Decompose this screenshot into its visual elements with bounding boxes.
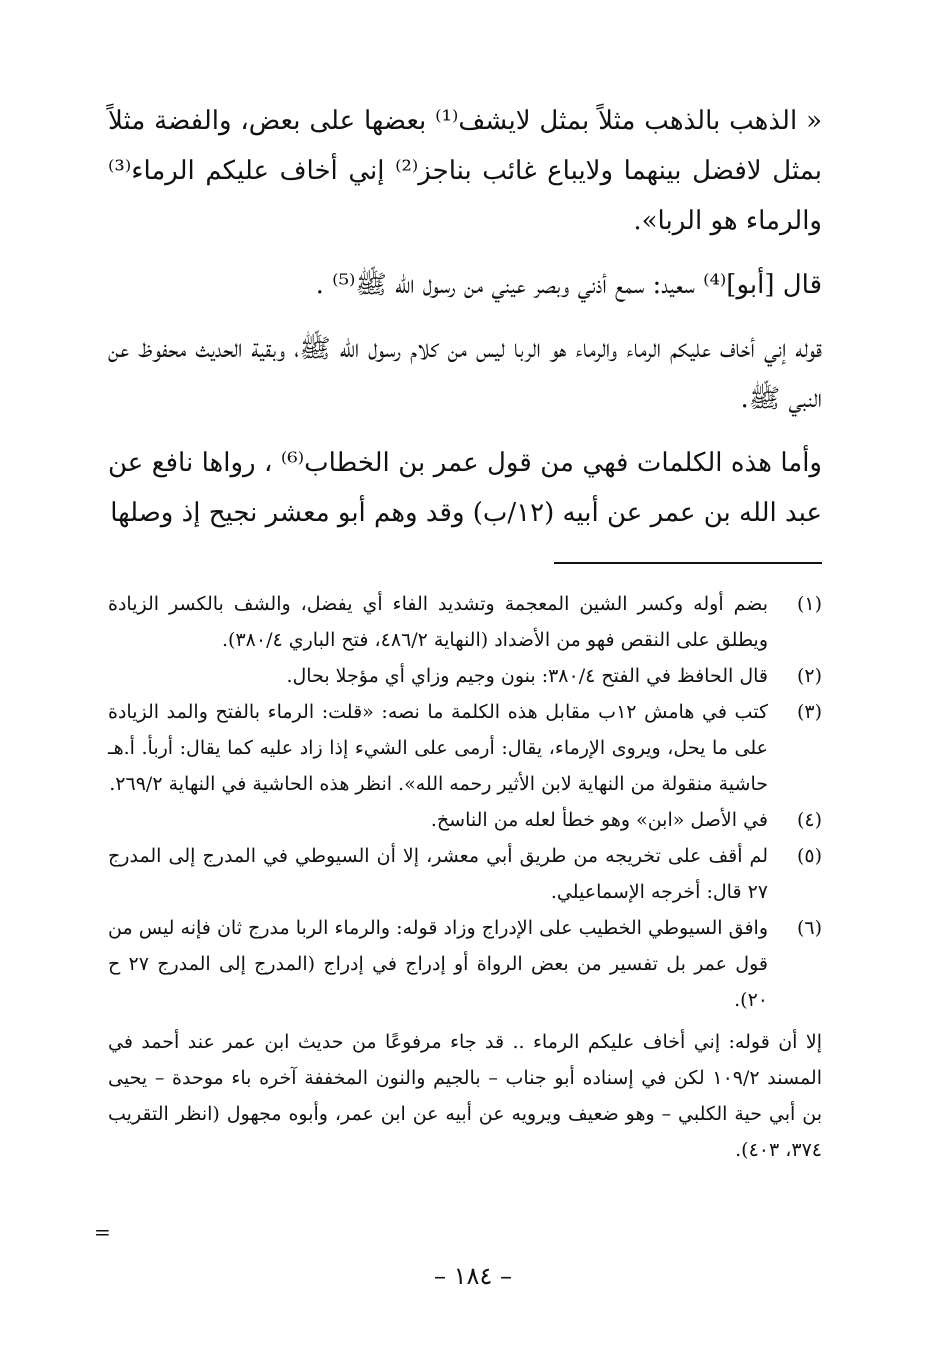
body-paragraph-2: قال [أبو]⁽⁴⁾ سعيد: سمع أذني وبصر عيني من رسول الله ﷺ⁽⁵⁾ . xyxy=(315,270,822,300)
footnote-text: قال الحافظ في الفتح ٣٨٠/٤: بنون وجيم وزاي أي مؤجلا بحال. xyxy=(286,665,768,687)
footnote-3 xyxy=(108,694,822,802)
footnote-5 xyxy=(108,838,822,910)
footnote-number: (٤) xyxy=(796,809,822,831)
footnote-number: (٥) xyxy=(796,845,822,867)
footnote-number: (٣) xyxy=(796,701,822,723)
body-paragraph-1: « الذهب بالذهب مثلاً بمثل لايشف⁽¹⁾ بعضها على بعض، والفضة مثلاً بمثل لافضل بينهما ولايباع غائب بناجز⁽²⁾ إني أخاف عليكم الرماء⁽³⁾ والرماء هو الربا». xyxy=(108,106,822,236)
footnote-number: (٢) xyxy=(796,665,822,687)
footnote-rule xyxy=(554,562,822,564)
page-number: – ١٨٤ – xyxy=(434,1262,512,1290)
footnote-4 xyxy=(108,802,822,838)
footnote-text: كتب في هامش ١٢ب مقابل هذه الكلمة ما نصه: «قلت: الرماء بالفتح والمد الزيادة على ما يحل، ويروى الإرماء، يقال: أرمى على الشيء إذا زاد عليه كما يقال: أربأ. أ.هـ حاشية منقولة من النهاية لابن الأثير رحمه الله». انظر هذه الحاشية في النهاية ٢٦٩/٢. xyxy=(108,701,768,795)
page-content xyxy=(108,96,822,1168)
continuation-mark: = xyxy=(94,1220,111,1244)
body-paragraph-4: وأما هذه الكلمات فهي من قول عمر بن الخطاب⁽⁶⁾ ، رواها نافع عن عبد الله بن عمر عن أبيه (١٢/ب) وقد وهم أبو معشر نجيح إذ وصلها xyxy=(108,448,822,528)
footnote-6 xyxy=(108,910,822,1018)
footnote-text: بضم أوله وكسر الشين المعجمة وتشديد الفاء أي يفضل، والشف بالكسر الزيادة ويطلق على النقص فهو من الأضداد (النهاية ٤٨٦/٢، فتح الباري ٣٨٠/٤). xyxy=(108,593,768,651)
footnote-text: في الأصل «ابن» وهو خطأ لعله من الناسخ. xyxy=(430,809,768,831)
footnote-number: (١) xyxy=(796,593,822,615)
footnote-2 xyxy=(108,658,822,694)
footnote-continuation: إلا أن قوله: إني أخاف عليكم الرماء .. قد جاء مرفوعًا من حديث ابن عمر عند أحمد في المسند ١٠٩/٢ لكن في إسناده أبو جناب – بالجيم والنون المخففة آخره باء موحدة – يحيى بن أبي حية الكلبي – وهو ضعيف ويرويه عن أبيه عن ابن عمر، وأبوه مجهول (انظر التقريب ٣٧٤، ٤٠٣). xyxy=(108,1031,823,1161)
body-paragraph-3: قوله إني أخاف عليكم الرماء والرماء هو الربا ليس من كلام رسول الله ﷺ، وبقية الحديث محفوظ عن النبي ﷺ. xyxy=(108,334,822,414)
footnote-list xyxy=(108,586,822,1018)
footnote-separator xyxy=(108,552,822,586)
footnote-1 xyxy=(108,586,822,658)
footnote-text: وافق السيوطي الخطيب على الإدراج وزاد قوله: والرماء الربا مدرج ثان فإنه ليس من قول عمر بل تفسير من بعض الرواة أو إدراج في إدراج (المدرج إلى المدرج ٢٧ ح ٢٠). xyxy=(108,917,768,1011)
footnote-number: (٦) xyxy=(796,917,822,939)
footnote-text: لم أقف على تخريجه من طريق أبي معشر، إلا أن السيوطي في المدرج إلى المدرج ٢٧ قال: أخرجه الإسماعيلي. xyxy=(108,845,768,903)
